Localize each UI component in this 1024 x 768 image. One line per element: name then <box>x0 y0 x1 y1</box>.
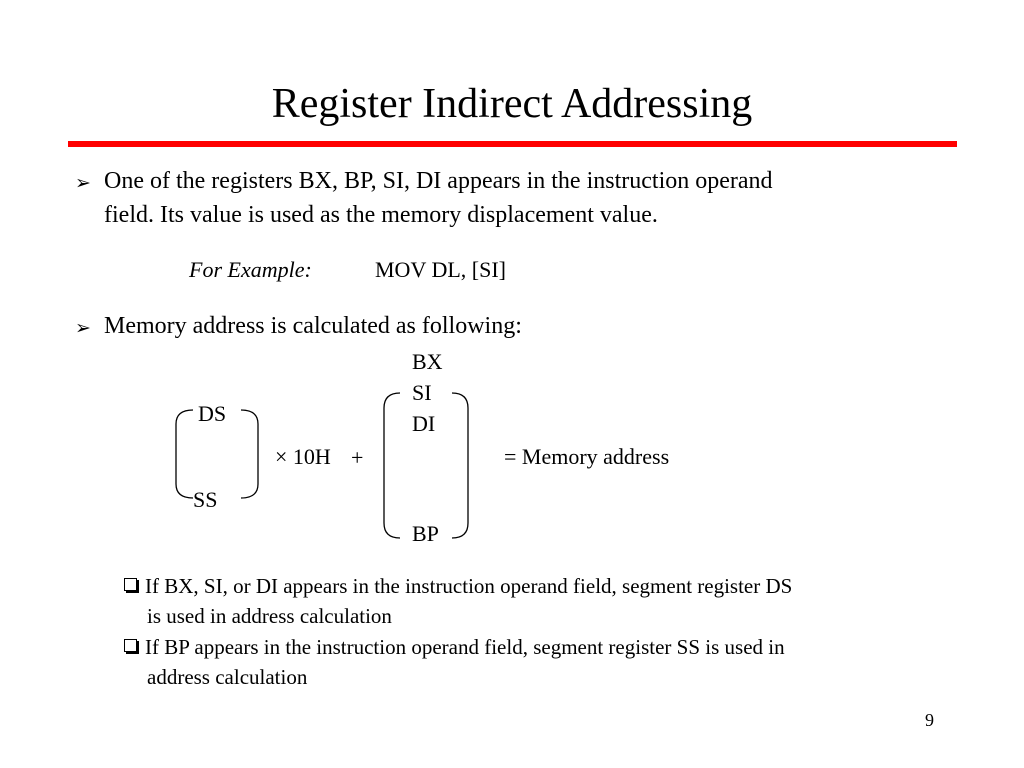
offset-left-brace <box>384 393 400 538</box>
page-number: 9 <box>925 710 934 730</box>
note-1-line-1-text: If BX, SI, or DI appears in the instruction operand field, segment register DS <box>145 574 793 598</box>
memory-address-result: = Memory address <box>504 444 670 469</box>
example-code: MOV DL, [SI] <box>375 257 506 282</box>
checkbox-bullet-icon <box>124 578 137 591</box>
offset-right-brace <box>452 393 468 538</box>
segment-register-ds: DS <box>198 401 227 426</box>
arrow-bullet-icon: ➢ <box>75 172 91 194</box>
segment-right-brace <box>241 410 258 498</box>
note-2-line-1-text: If BP appears in the instruction operand field, segment register SS is used in <box>145 635 785 659</box>
bullet-1-line-1: One of the registers BX, BP, SI, DI appears in the instruction operand <box>104 168 773 194</box>
bullet-2-text: Memory address is calculated as following: <box>104 313 522 339</box>
multiplier-term: × 10H <box>275 444 331 469</box>
offset-register-di: DI <box>412 411 436 436</box>
note-1-line-2: is used in address calculation <box>147 604 392 628</box>
checkbox-bullet-icon <box>124 639 137 652</box>
plus-sign: + <box>351 445 364 470</box>
segment-left-brace <box>176 410 193 498</box>
segment-register-ss: SS <box>193 487 218 512</box>
note-1-line-1 <box>124 571 792 601</box>
note-2-line-1 <box>124 632 785 662</box>
note-2-line-2: address calculation <box>147 665 308 689</box>
offset-register-bp: BP <box>412 521 439 546</box>
arrow-bullet-icon: ➢ <box>75 317 91 339</box>
slide-title: Register Indirect Addressing <box>271 81 753 127</box>
example-label: For Example: <box>189 257 312 282</box>
offset-register-si: SI <box>412 380 432 405</box>
offset-register-bx: BX <box>412 349 443 374</box>
bullet-1-line-2: field. Its value is used as the memory displacement value. <box>104 202 658 228</box>
